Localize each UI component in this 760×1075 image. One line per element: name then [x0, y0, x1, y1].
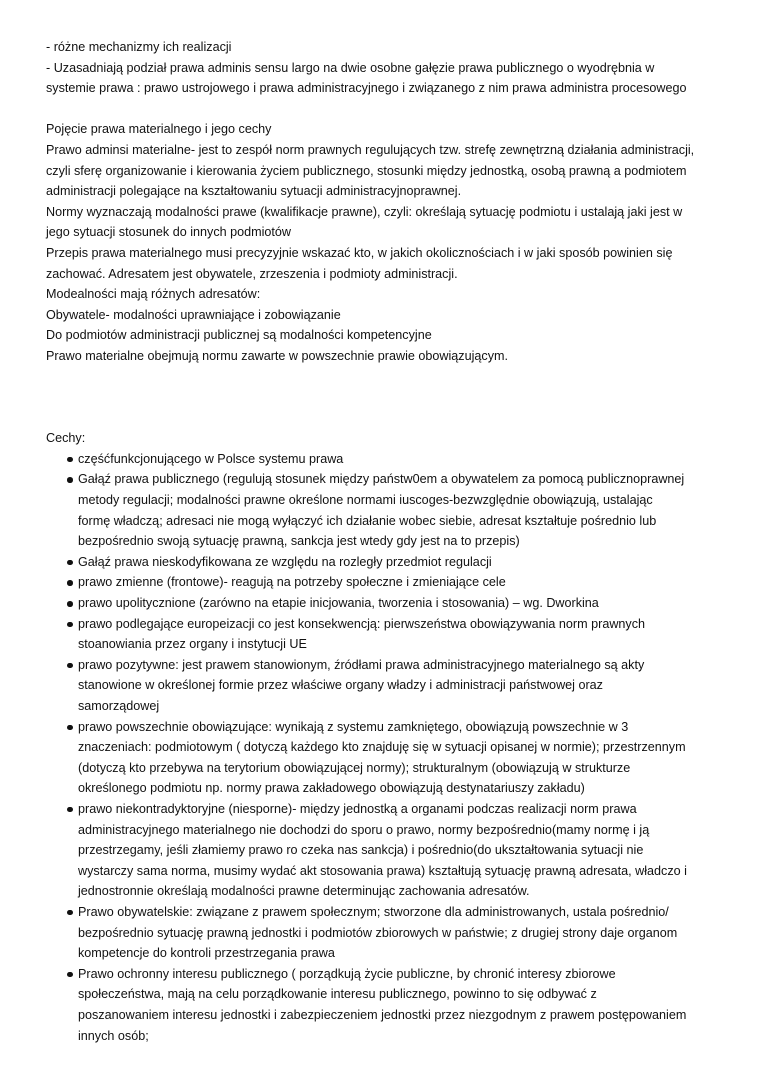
paragraph — [46, 202, 726, 243]
intro-line: - Uzasadniają podział prawa adminis sensu largo na dwie osobne gałęzie prawa publicznego o wyodrębnia w — [46, 60, 655, 75]
list-item-line: prawo pozytywne: jest prawem stanowionym, źródłami prawa administracyjnego materialnego są akty — [78, 657, 645, 672]
list-item-line: społeczeństwa, mają na celu porządkowanie interesu publicznego, powinno to się odbywać z — [78, 987, 597, 1002]
list-item-line: poszanowaniem interesu jednostki i zabezpieczeniem jednostki przez niezgodnym z prawem postępowaniem — [78, 1007, 687, 1022]
text-line: Obywatele- modalności uprawniające i zobowiązanie — [46, 307, 341, 322]
list-item — [46, 469, 726, 551]
list-item-line: bezpośrednio swoją sytuację prawną, sankcja jest wtedy gdy jest na to przepis) — [78, 534, 520, 549]
bullet-icon — [67, 560, 73, 566]
list-item-line: administracyjnego materialnego nie dochodzi do sporu o prawo, normy bezpośrednio(mamy normę i ją — [78, 822, 650, 837]
cechy-list — [46, 449, 726, 1046]
list-item-line: prawo zmienne (frontowe)- reagują na potrzeby społeczne i zmieniające cele — [78, 575, 506, 590]
text-line: Do podmiotów administracji publicznej są modalności kompetencyjne — [46, 328, 432, 343]
list-item-line: Prawo ochronny interesu publicznego ( porządkują życie publiczne, by chronić interesy zbiorowe — [78, 966, 616, 981]
list-item-line: (dotyczą kto przebywa na terytorium obowiązującej normy); strukturalnym (obowiązują w strukturze — [78, 760, 631, 775]
bullet-icon — [67, 477, 73, 483]
list-item — [46, 799, 726, 902]
list-item-line: bezpośrednio sytuację prawną jednostki i podmiotów zbiorowych w państwie; z drugiej strony daje organom — [78, 925, 678, 940]
cechy-section — [46, 428, 726, 1046]
list-item-line: samorządowej — [78, 699, 160, 714]
list-item-line: formę władczą; adresaci nie mogą wyłączyć ich działanie wobec siebie, adresat kształtuje pośrednio lub — [78, 513, 657, 528]
list-item-line: Gałąź prawa nieskodyfikowana ze względu na rozległy przedmiot regulacji — [78, 554, 492, 569]
bullet-icon — [67, 622, 73, 628]
cechy-heading: Cechy: — [46, 431, 86, 446]
list-item-line: kompetencje do kontroli przestrzegania prawa — [78, 946, 335, 961]
text-line: Prawo materialne obejmują normu zawarte w powszechnie prawie obowiązującym. — [46, 348, 508, 363]
list-item — [46, 572, 726, 593]
bullet-icon — [67, 580, 73, 586]
list-item-line: częśćfunkcjonującego w Polsce systemu prawa — [78, 451, 344, 466]
list-item-line: stanowione w określonej formie przez właściwe organy władzy i administracji państwowej oraz — [78, 678, 603, 693]
text-line: Modealności mają różnych adresatów: — [46, 287, 261, 302]
text-line: Normy wyznaczają modalności prawe (kwalifikacje prawne), czyli: określają sytuację podmiotu i ustalają jaki jest w — [46, 204, 683, 219]
list-item-line: prawo niekontradyktoryjne (niesporne)- między jednostką a organami podczas realizacji norm prawa — [78, 801, 637, 816]
list-item-line: innych osób; — [78, 1028, 149, 1043]
intro-line: - różne mechanizmy ich realizacji — [46, 40, 232, 54]
list-item-line: stoanowiania przez organy i instytucji UE — [78, 637, 307, 652]
text-line: czyli sferę organizowanie i kierowania życiem publicznego, stosunki między jednostką, osobą prawną a podmiotem — [46, 163, 687, 178]
bullet-icon — [67, 601, 73, 607]
list-item — [46, 717, 726, 799]
text-line: administracji polegające na kształtowaniu sytuacji administracyjnoprawnej. — [46, 184, 462, 199]
intro-block — [46, 37, 726, 99]
document-page — [46, 37, 726, 1046]
list-item-line: prawo podlegające europeizacji co jest konsekwencją: pierwszeństwa obowiązywania norm prawnych — [78, 616, 646, 631]
paragraph — [46, 243, 726, 284]
list-item-line: prawo powszechnie obowiązujące: wynikają z systemu zamkniętego, obowiązują powszechnie w 3 — [78, 719, 629, 734]
bullet-icon — [67, 972, 73, 978]
material-law-section — [46, 119, 726, 366]
list-item-line: wystarczy sama norma, musimy wydać akt stosowania prawa) kształtują sytuację prawną adresata, władczo i — [78, 863, 687, 878]
bullet-icon — [67, 663, 73, 669]
bullet-icon — [67, 457, 73, 463]
list-item-line: metody regulacji; modalności prawne określone normami iuscoges-bezwzględnie obowiązują, ustalając — [78, 493, 653, 508]
text-line: zachować. Adresatem jest obywatele, zrzeszenia i podmioty administracji. — [46, 266, 458, 281]
list-item — [46, 614, 726, 655]
text-line: Przepis prawa materialnego musi precyzyjnie wskazać kto, w jakich okolicznościach i w jaki sposób powinien się — [46, 245, 673, 260]
list-item — [46, 964, 726, 1046]
bullet-icon — [67, 910, 73, 916]
bullet-icon — [67, 725, 73, 731]
spacer — [46, 367, 726, 429]
list-item-line: prawo upolitycznione (zarówno na etapie inicjowania, tworzenia i stosowania) – wg. Dworkina — [78, 596, 599, 611]
list-item — [46, 593, 726, 614]
paragraph — [46, 140, 726, 202]
list-item-line: określonego podmiotu np. normy prawa zakładowego obowiązują destynatariuszy zakładu) — [78, 781, 585, 796]
list-item-line: Prawo obywatelskie: związane z prawem społecznym; stworzone dla administrowanych, ustala pośrednio/ — [78, 904, 669, 919]
spacer — [46, 99, 726, 120]
list-item-line: jednostronnie określają modalności prawne determinując zachowania adresatów. — [78, 884, 530, 899]
bullet-icon — [67, 807, 73, 813]
list-item-line: znaczeniach: podmiotowym ( dotyczą każdego kto znajduję się w sytuacji opisanej w normie); przestrzennym — [78, 740, 686, 755]
text-line: Prawo adminsi materialne- jest to zespół norm prawnych regulujących tzw. strefę zewnętrzną działania administracji, — [46, 142, 695, 157]
intro-line: systemie prawa : prawo ustrojowego i prawa administracyjnego i związanego z nim prawa administra procesowego — [46, 81, 687, 96]
list-item — [46, 449, 726, 470]
section-heading: Pojęcie prawa materialnego i jego cechy — [46, 122, 272, 137]
list-item-line: Gałąź prawa publicznego (regulują stosunek między państw0em a obywatelem za pomocą publicznoprawnej — [78, 472, 685, 487]
list-item — [46, 655, 726, 717]
list-item-line: przestrzegamy, jeśli złamiemy prawo ro czeka nas sankcja) i pośrednio(do ukształtowania sytuacji nie — [78, 843, 644, 858]
text-line: jego sytuacji stosunek do innych podmiotów — [46, 225, 292, 240]
list-item — [46, 902, 726, 964]
list-item — [46, 552, 726, 573]
